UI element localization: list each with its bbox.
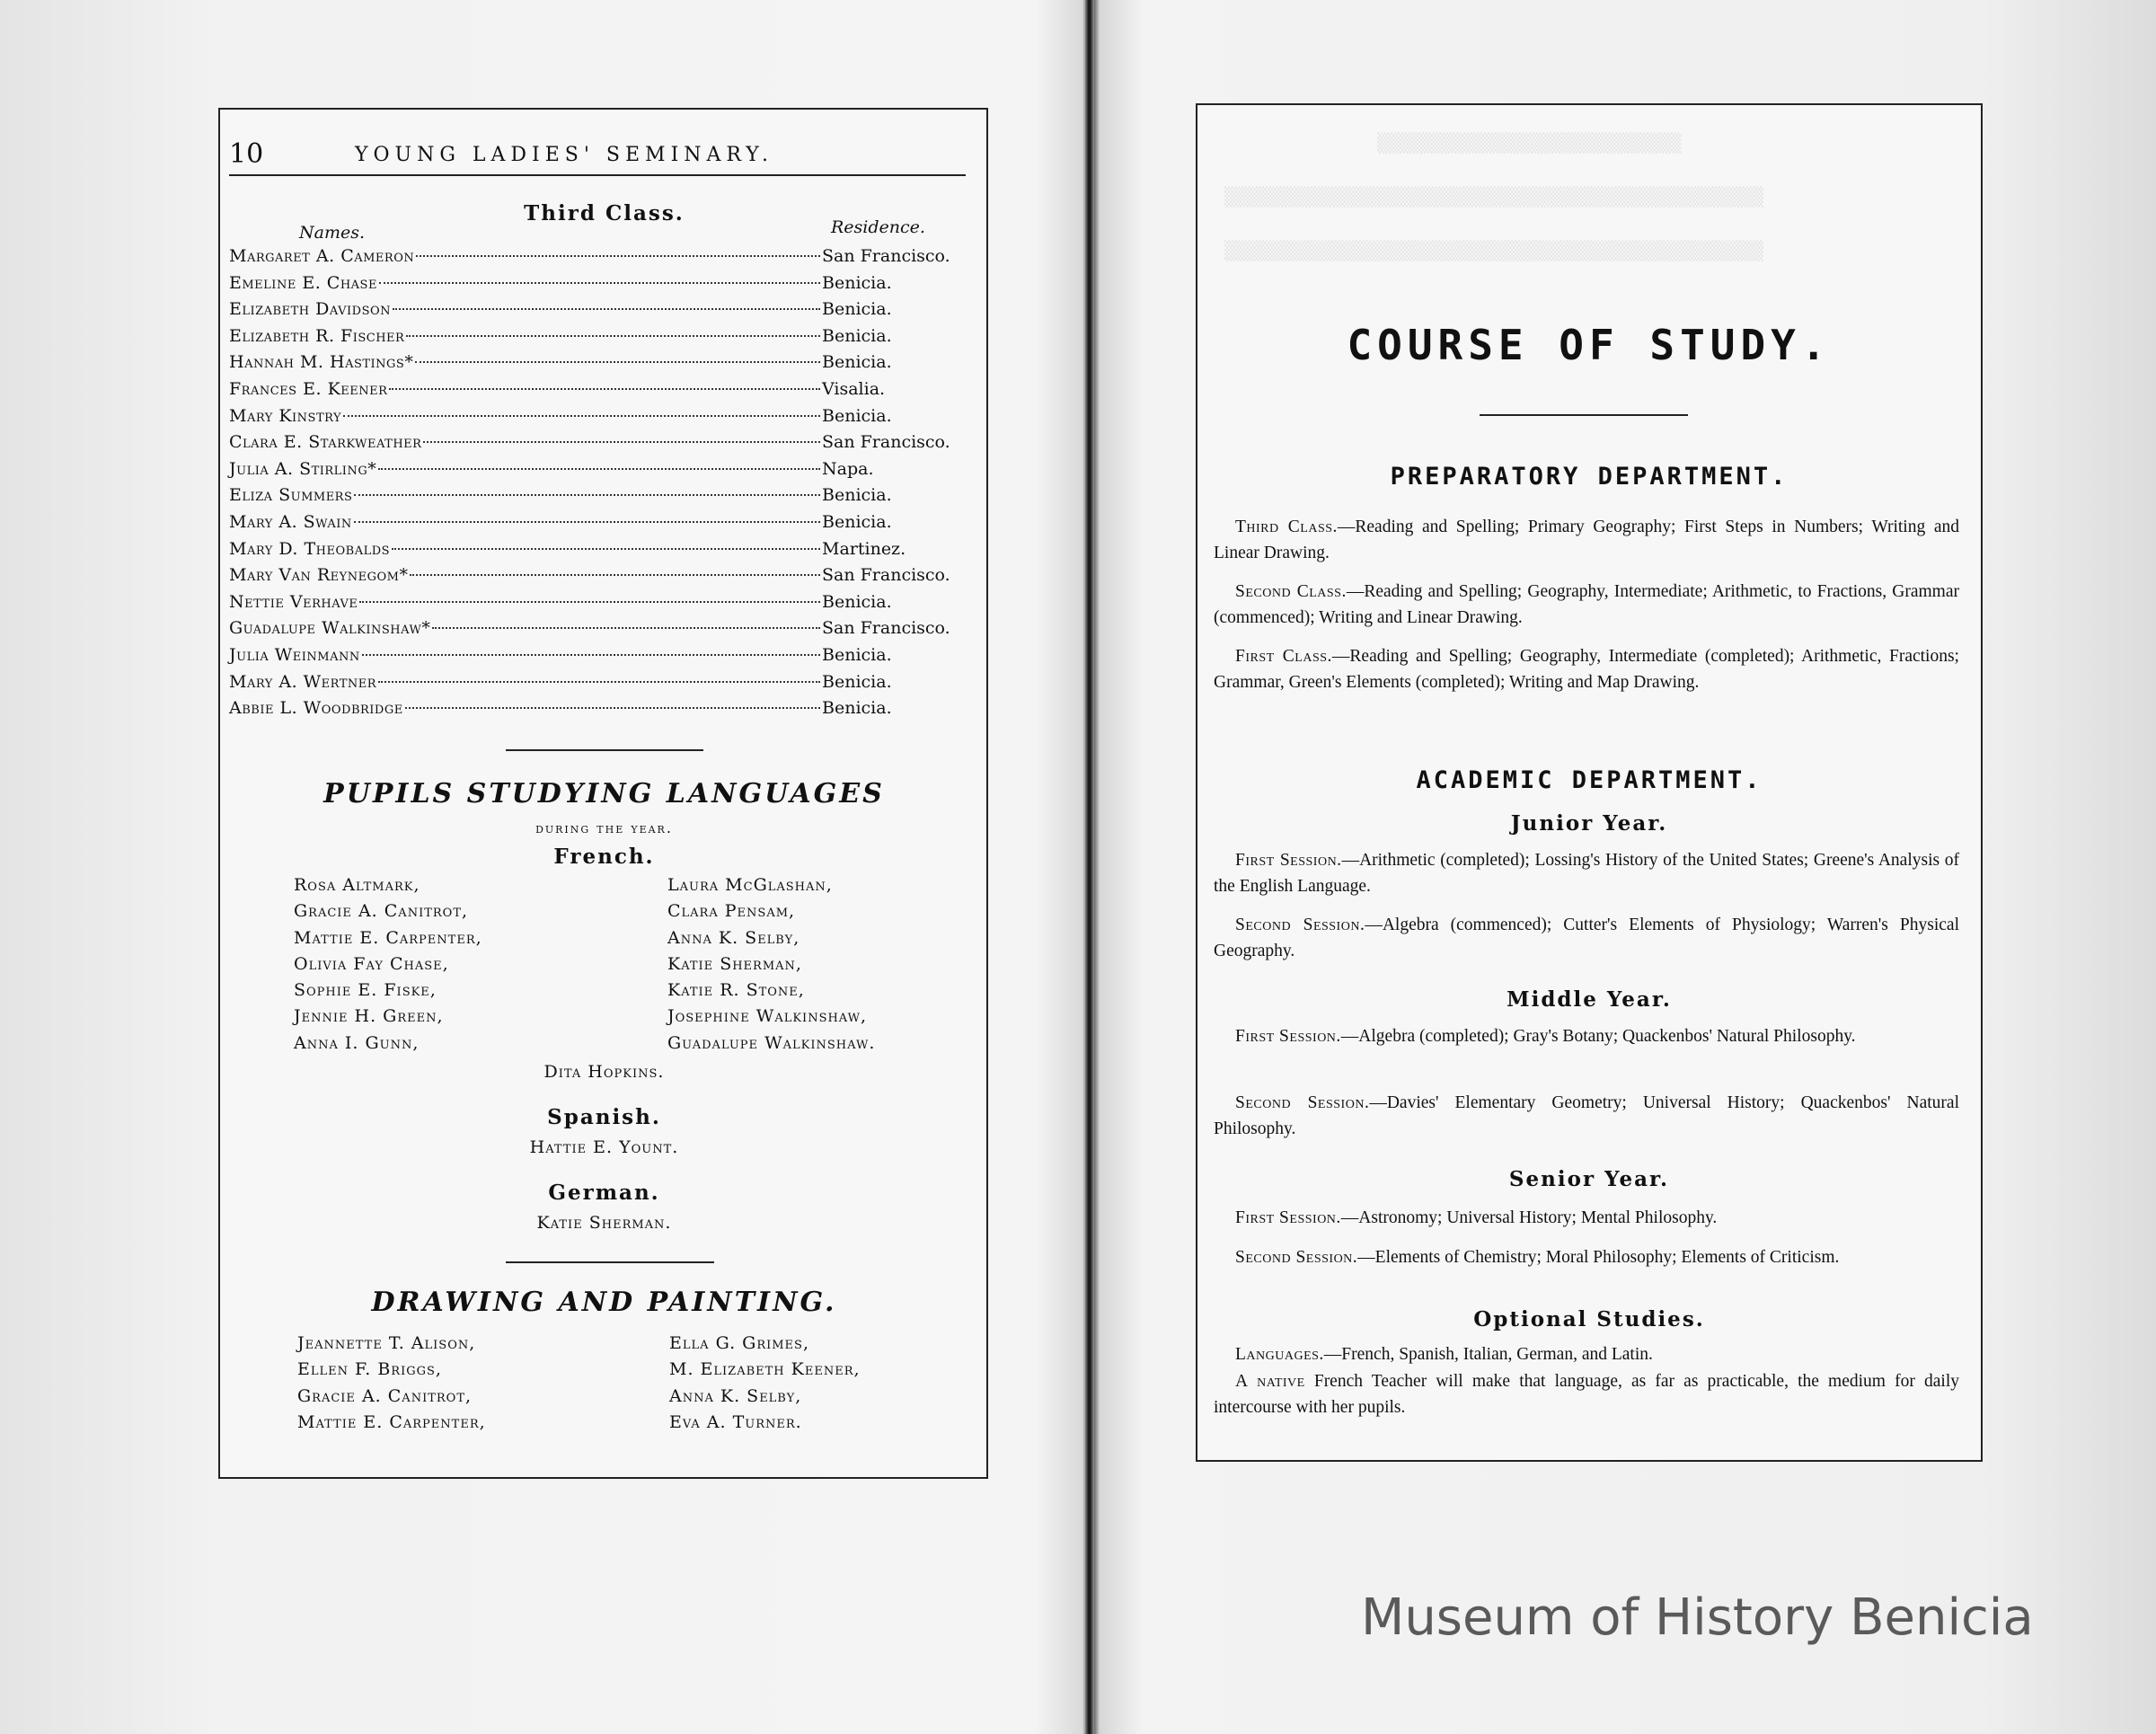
list-item: Laura McGlashan,	[667, 875, 833, 895]
languages-subtitle: during the year.	[535, 819, 673, 836]
native-teacher-paragraph	[1214, 1368, 1959, 1420]
pupil-name: Clara E. Starkweather	[229, 432, 422, 453]
list-item: Olivia Fay Chase,	[294, 953, 449, 974]
para-lead: First Session.	[1235, 851, 1342, 870]
list-item: M. Elizabeth Keener,	[669, 1359, 861, 1380]
para-lead: First Session.	[1235, 1208, 1341, 1227]
pupil-name: Julia A. Stirling*	[229, 458, 377, 479]
names-column-label: Names.	[299, 223, 366, 243]
roster-row	[229, 592, 966, 619]
pupil-name: Mary Kinstry	[229, 405, 342, 426]
book-gutter	[1085, 0, 1094, 1734]
first-class-paragraph	[1214, 643, 1959, 695]
list-item: Josephine Walkinshaw,	[667, 1006, 868, 1027]
languages-section-title: PUPILS STUDYING LANGUAGES	[323, 778, 885, 809]
languages-paragraph	[1214, 1341, 1959, 1367]
pupil-residence: Martinez.	[822, 538, 906, 559]
optional-studies-title: Optional Studies.	[1473, 1307, 1705, 1331]
pupil-name: Frances E. Keener	[229, 378, 388, 399]
roster-row	[229, 299, 966, 326]
german-heading: German.	[548, 1181, 660, 1205]
page-number: 10	[229, 138, 264, 170]
para-lead: First Session.	[1235, 1027, 1341, 1046]
title-divider	[1480, 414, 1688, 416]
para-lead: Second Class.	[1235, 582, 1347, 601]
para-lead: Second Session.	[1235, 1248, 1358, 1267]
roster-row	[229, 618, 966, 645]
roster-row	[229, 326, 966, 353]
french-list-right	[667, 875, 875, 1059]
list-item: Anna K. Selby,	[667, 927, 800, 948]
pupil-residence: San Francisco.	[822, 432, 950, 453]
bleed-through-texture: ▒▒▒▒▒▒▒▒▒▒▒▒▒▒▒▒▒▒▒▒▒▒▒▒▒▒▒▒▒▒▒▒▒▒▒▒▒▒▒	[1224, 240, 1763, 261]
para-text: —Davies' Elementary Geometry; Universal History; Quackenbos' Natural Philosophy.	[1214, 1093, 1959, 1138]
para-text: —French, Spanish, Italian, German, and Latin.	[1323, 1345, 1653, 1364]
pupil-name: Margaret A. Cameron	[229, 246, 415, 266]
roster-row	[229, 672, 966, 699]
para-text: —Reading and Spelling; Geography, Intermediate (completed); Arithmetic, Fractions; Grammar, Green's Elements (completed); Writing and Map Drawing.	[1214, 647, 1959, 692]
pupil-residence: Benicia.	[822, 299, 892, 320]
drawing-section-title: DRAWING AND PAINTING.	[371, 1287, 837, 1318]
roster-row	[229, 512, 966, 539]
list-item: Anna I. Gunn,	[294, 1032, 420, 1053]
bleed-through-texture: ▒▒▒▒▒▒▒▒▒▒▒▒▒▒▒▒▒▒▒▒▒▒	[1377, 132, 1682, 154]
preparatory-department-title: PREPARATORY DEPARTMENT.	[1390, 463, 1789, 491]
para-text: —Elements of Chemistry; Moral Philosophy; Elements of Criticism.	[1357, 1248, 1840, 1267]
pupil-name: Mary Van Reynegom*	[229, 565, 409, 586]
list-item: Rosa Altmark,	[294, 875, 420, 895]
list-item: Jeannette T. Alison,	[297, 1333, 476, 1353]
roster-row	[229, 565, 966, 592]
pupil-residence: Benicia.	[822, 511, 892, 532]
pupil-name: Mary A. Wertner	[229, 671, 377, 692]
pupil-residence: Benicia.	[822, 405, 892, 426]
pupil-residence: Benicia.	[822, 352, 892, 373]
middle-year-title: Middle Year.	[1507, 987, 1672, 1012]
pupil-residence: Benicia.	[822, 485, 892, 506]
list-item: Jennie H. Green,	[294, 1006, 444, 1027]
pupil-name: Elizabeth Davidson	[229, 299, 392, 320]
pupil-name: Mary D. Theobalds	[229, 538, 391, 559]
roster-row	[229, 698, 966, 725]
para-lead: Second Session.	[1235, 1093, 1370, 1112]
list-item: Katie R. Stone,	[667, 980, 805, 1001]
roster-row	[229, 406, 966, 433]
section-divider	[506, 1261, 714, 1263]
para-text: —Arithmetic (completed); Lossing's History of the United States; Greene's Analysis of the English Language.	[1214, 851, 1959, 896]
junior-first-session	[1214, 847, 1959, 899]
senior-year-title: Senior Year.	[1508, 1167, 1670, 1191]
pupil-name: Julia Weinmann	[229, 644, 360, 665]
spanish-name: Hattie E. Yount.	[529, 1137, 679, 1157]
pupil-name: Hannah M. Hastings*	[229, 352, 414, 373]
pupil-residence: San Francisco.	[822, 565, 950, 586]
list-item: Katie Sherman,	[667, 953, 802, 974]
course-of-study-title: COURSE OF STUDY.	[1347, 321, 1832, 369]
pupil-name: Mary A. Swain	[229, 511, 352, 532]
spanish-heading: Spanish.	[547, 1105, 661, 1129]
middle-second-session	[1214, 1090, 1959, 1142]
list-item: Mattie E. Carpenter,	[294, 927, 482, 948]
roster-row	[229, 459, 966, 486]
roster-row	[229, 539, 966, 566]
roster-row	[229, 352, 966, 379]
pupil-residence: Benicia.	[822, 644, 892, 665]
right-page	[1196, 103, 1983, 1462]
french-heading: French.	[553, 845, 655, 869]
bleed-through-texture: ▒▒▒▒▒▒▒▒▒▒▒▒▒▒▒▒▒▒▒▒▒▒▒▒▒▒▒▒▒▒▒▒▒▒▒▒▒▒▒	[1224, 186, 1763, 208]
junior-year-title: Junior Year.	[1510, 811, 1668, 836]
pupil-residence: Benicia.	[822, 591, 892, 612]
para-text: French Teacher will make that language, as far as practicable, the medium for daily intercourse with her pupils.	[1214, 1372, 1959, 1417]
pupil-name: Guadalupe Walkinshaw*	[229, 618, 431, 639]
roster-row	[229, 379, 966, 406]
third-class-roster	[229, 246, 966, 725]
roster-row	[229, 485, 966, 512]
third-class-heading: Third Class.	[524, 201, 685, 226]
running-title: YOUNG LADIES' SEMINARY.	[355, 144, 773, 166]
roster-row	[229, 273, 966, 300]
middle-first-session	[1214, 1023, 1959, 1049]
third-class-paragraph	[1214, 514, 1959, 566]
pupil-name: Abbie L. Woodbridge	[229, 698, 403, 719]
pupil-name: Eliza Summers	[229, 485, 353, 506]
pupil-residence: Napa.	[822, 458, 874, 479]
pupil-residence: Benicia.	[822, 698, 892, 719]
academic-department-title: ACADEMIC DEPARTMENT.	[1416, 766, 1763, 794]
second-class-paragraph	[1214, 579, 1959, 631]
drawing-list-right	[669, 1333, 861, 1438]
list-item: Guadalupe Walkinshaw.	[667, 1032, 876, 1053]
drawing-list-left	[297, 1333, 486, 1438]
roster-row	[229, 246, 966, 273]
pupil-name: Nettie Verhave	[229, 591, 358, 612]
french-last-name: Dita Hopkins.	[543, 1062, 665, 1082]
para-lead: A native	[1235, 1372, 1305, 1391]
list-item: Sophie E. Fiske,	[294, 980, 437, 1001]
left-page	[218, 108, 988, 1479]
list-item: Mattie E. Carpenter,	[297, 1411, 486, 1432]
roster-row	[229, 432, 966, 459]
pupil-residence: Benicia.	[822, 325, 892, 346]
pupil-residence: Benicia.	[822, 671, 892, 692]
para-text: —Algebra (commenced); Cutter's Elements of Physiology; Warren's Physical Geography.	[1214, 916, 1959, 960]
para-text: —Algebra (completed); Gray's Botany; Quackenbos' Natural Philosophy.	[1340, 1027, 1856, 1046]
list-item: Anna K. Selby,	[669, 1385, 802, 1406]
list-item: Gracie A. Canitrot,	[294, 901, 469, 922]
list-item: Eva A. Turner.	[669, 1411, 802, 1432]
residence-column-label: Residence.	[831, 217, 925, 237]
para-lead: Languages.	[1235, 1345, 1324, 1364]
pupil-name: Elizabeth R. Fischer	[229, 325, 405, 346]
list-item: Ellen F. Briggs,	[297, 1359, 442, 1380]
para-text: —Reading and Spelling; Primary Geography; First Steps in Numbers; Writing and Linear Drawing.	[1214, 518, 1959, 562]
running-head	[229, 138, 966, 176]
para-lead: Third Class.	[1235, 518, 1338, 536]
para-lead: Second Session.	[1235, 916, 1365, 934]
list-item: Gracie A. Canitrot,	[297, 1385, 473, 1406]
pupil-residence: Benicia.	[822, 272, 892, 293]
pupil-name: Emeline E. Chase	[229, 272, 377, 293]
senior-second-session	[1214, 1244, 1959, 1270]
para-lead: First Class.	[1235, 647, 1332, 666]
list-item: Clara Pensam,	[667, 901, 796, 922]
pupil-residence: Visalia.	[822, 378, 886, 399]
german-name: Katie Sherman.	[536, 1213, 672, 1233]
pupil-residence: San Francisco.	[822, 246, 950, 266]
french-list-left	[294, 875, 482, 1059]
section-divider	[506, 749, 703, 751]
para-text: —Astronomy; Universal History; Mental Philosophy.	[1340, 1208, 1718, 1227]
senior-first-session	[1214, 1205, 1959, 1231]
para-text: —Reading and Spelling; Geography, Intermediate; Arithmetic, to Fractions, Grammar (commenced); Writing and Linear Drawing.	[1214, 582, 1959, 627]
list-item: Ella G. Grimes,	[669, 1333, 809, 1353]
pupil-residence: San Francisco.	[822, 618, 950, 639]
roster-row	[229, 645, 966, 672]
museum-watermark: Museum of History Benicia	[1361, 1588, 2034, 1647]
junior-second-session	[1214, 912, 1959, 964]
